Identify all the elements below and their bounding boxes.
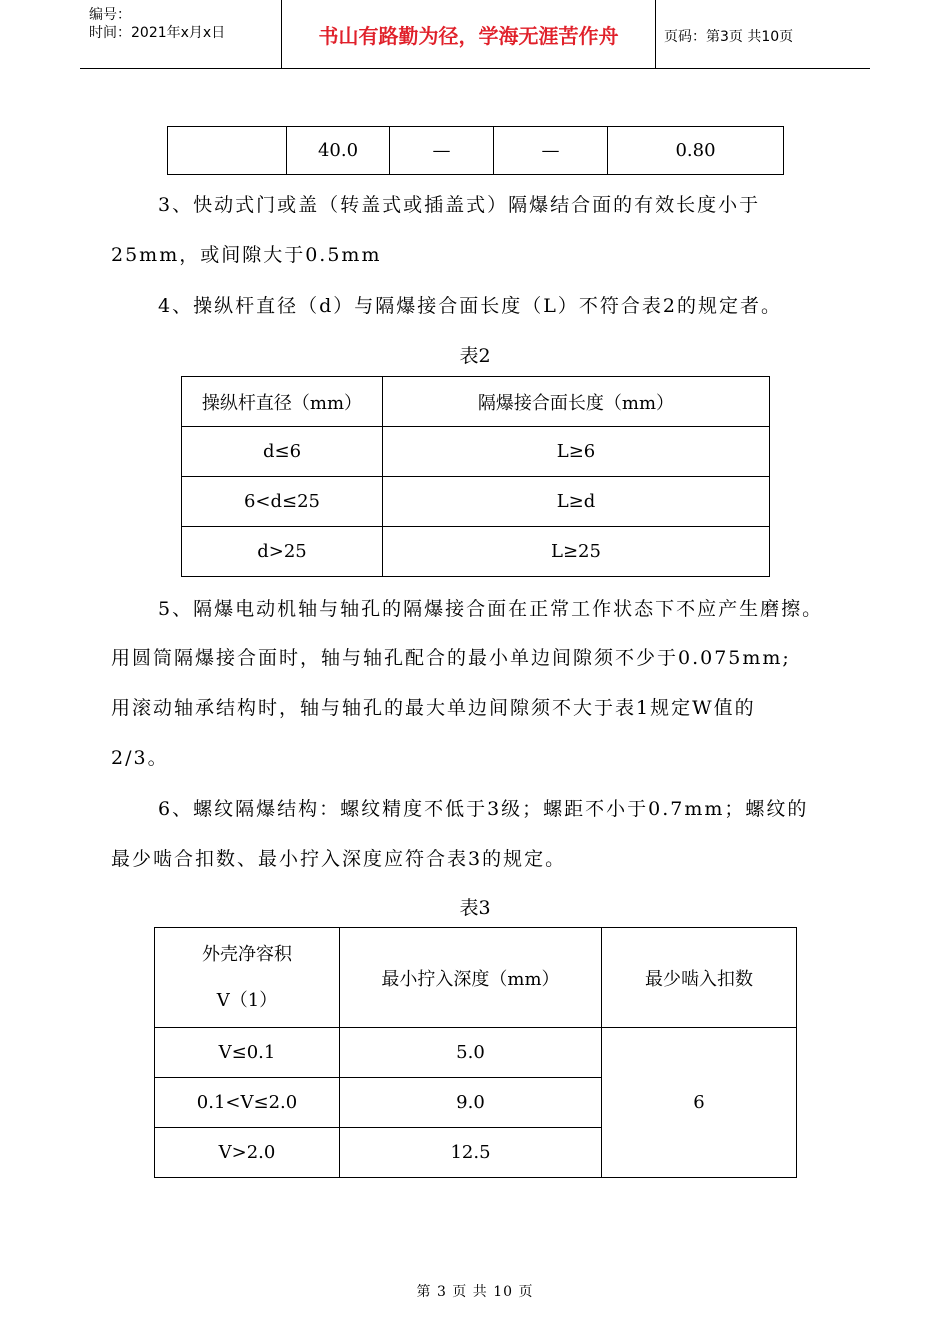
table-cell: V>2.0: [155, 1128, 340, 1178]
table3: [154, 927, 797, 1178]
table-cell: d≤6: [182, 427, 383, 477]
paragraph-4: 4、操纵杆直径（d）与隔爆接合面长度（L）不符合表2的规定者。: [158, 295, 782, 317]
table-header-cell: 操纵杆直径（mm）: [182, 377, 383, 427]
paragraph-3-line1: 3、快动式门或盖（转盖式或插盖式）隔爆结合面的有效长度小于: [158, 194, 761, 216]
table-cell: —: [390, 127, 494, 175]
table2-caption: 表2: [459, 345, 491, 367]
table-cell: d>25: [182, 527, 383, 577]
table-header-row: [182, 377, 770, 427]
paragraph-5-line1: 5、隔爆电动机轴与轴孔的隔爆接合面在正常工作状态下不应产生磨擦。: [158, 598, 824, 620]
table-header-cell: 最小拧入深度（mm）: [340, 928, 602, 1028]
table3-caption: 表3: [459, 897, 491, 919]
table-header-cell: [155, 928, 340, 1028]
table-header-cell: 隔爆接合面长度（mm）: [383, 377, 770, 427]
paragraph-5-line4: 2/3。: [111, 747, 169, 769]
table-cell: L≥25: [383, 527, 770, 577]
table-cell: V≤0.1: [155, 1028, 340, 1078]
table-cell: 6<d≤25: [182, 477, 383, 527]
table-cell: 0.1<V≤2.0: [155, 1078, 340, 1128]
volume-header-line1: 外壳净容积: [202, 943, 292, 965]
paragraph-6-line2: 最少啮合扣数、最小拧入深度应符合表3的规定。: [111, 848, 567, 870]
table-cell: [168, 127, 287, 175]
page-footer: 第 3 页 共 10 页: [416, 1284, 534, 1300]
paragraph-3-line2: 25mm，或间隙大于0.5mm: [111, 244, 382, 266]
merged-thread-count-cell: 6: [602, 1028, 797, 1178]
table-cell: 40.0: [287, 127, 390, 175]
table-cell: 0.80: [608, 127, 784, 175]
volume-header-line2: V（1）: [216, 989, 278, 1011]
paragraph-5-line2: 用圆筒隔爆接合面时，轴与轴孔配合的最小单边间隙须不少于0.075mm;: [111, 647, 791, 669]
table-header-row: [155, 928, 797, 1028]
table-row: [182, 427, 770, 477]
paragraph-5-line3: 用滚动轴承结构时，轴与轴孔的最大单边间隙须不大于表1规定W值的: [111, 697, 756, 719]
header-motto: 书山有路勤为径，学海无涯苦作舟: [282, 0, 656, 68]
table-row: [155, 1028, 797, 1078]
table-cell: L≥d: [383, 477, 770, 527]
table-cell: 5.0: [340, 1028, 602, 1078]
table-cell: L≥6: [383, 427, 770, 477]
header-meta: [80, 0, 282, 68]
id-label: 编号：: [89, 7, 131, 23]
table-cell: —: [494, 127, 608, 175]
table-row: [182, 477, 770, 527]
table-cell: 9.0: [340, 1078, 602, 1128]
page-header: [80, 0, 870, 69]
table-row: [182, 527, 770, 577]
table1-continued: [167, 126, 784, 175]
table2: [181, 376, 770, 577]
paragraph-6-line1: 6、螺纹隔爆结构：螺纹精度不低于3级；螺距不小于0.7mm；螺纹的: [158, 798, 809, 820]
header-page-info: 页码：第3页 共10页: [664, 29, 794, 45]
time-label: 时间：2021年x月x日: [89, 25, 226, 41]
table-cell: 12.5: [340, 1128, 602, 1178]
table-row: [168, 127, 784, 175]
table-header-cell: 最少啮入扣数: [602, 928, 797, 1028]
